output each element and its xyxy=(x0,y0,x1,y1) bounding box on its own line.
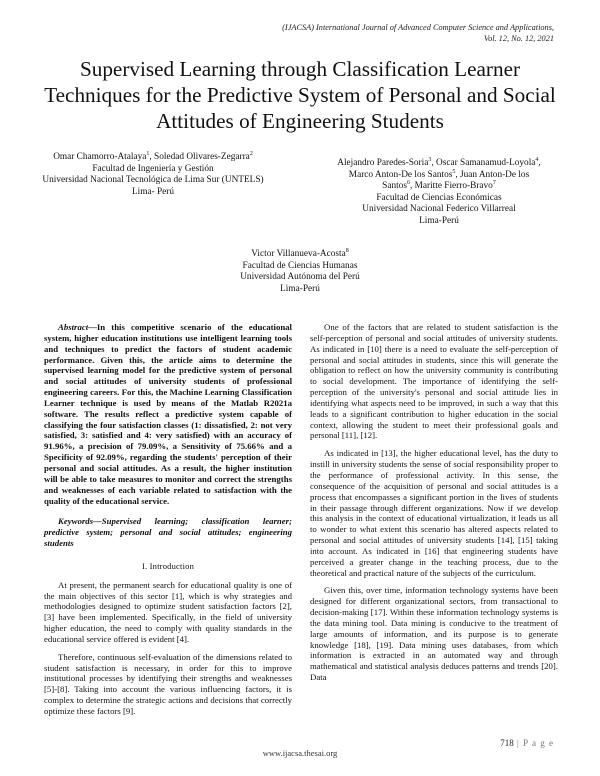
body-paragraph: As indicated in [13], the higher educational level, has the duty to instill in university students the sense of social responsibility proper to the performance of professional activity. In this sense, the consequence of the acquisition of personal and social attitudes is a process that encompasses a significant portion in the lives of students in their passage through different organizations. Now if we develop this analysis in the context of educational virtualization, it leads us all to wonder to what extent this scenario has altered aspects related to personal and social attitudes of university students [14], [15] taking into account. As indicated in [16] that engineering students have perceived a greater change in the teaching process, due to the theoretical and practical nature of the subjects of the curriculum. xyxy=(310,448,558,578)
journal-header-line2: Vol. 12, No. 12, 2021 xyxy=(483,34,554,43)
keywords-label: Keywords xyxy=(58,516,93,527)
affiliation-university-1: Universidad Nacional Tecnológica de Lima Sur (UNTELS) xyxy=(42,175,264,185)
left-column xyxy=(44,322,292,717)
section-heading-introduction: I. Introduction xyxy=(141,560,195,571)
affiliation-location-3: Lima-Perú xyxy=(280,283,320,294)
body-paragraph: One of the factors that are related to student satisfaction is the self-perception of personal and social attitudes of university students. As indicated in [10] there is a need to evaluate the self-perception of personal and social attitudes in students, since this will generate the obligation to reflect on how the university community is contributing to social development. The importance of identifying the self-perception of the university's personal and social attitude lies in identifying what aspects need to be improved, in such a way that this leads to a significant contribution to higher education in the social context, allowing the student to meet their professional goals and personal [11], [12]. xyxy=(310,322,558,441)
page-number: 718 | P a g e xyxy=(500,738,554,748)
journal-header xyxy=(282,22,554,44)
author-names-2a: Alejandro Paredes-Soria$^3$, Oscar Samanamud-Loyola$^4$, xyxy=(337,156,541,168)
footer-url[interactable]: www.ijacsa.thesai.org xyxy=(262,748,338,758)
author-group-2 xyxy=(306,158,572,227)
keywords xyxy=(44,516,292,549)
affiliation-faculty-1: Facultad de Ingeniería y Gestión xyxy=(92,163,214,174)
right-column xyxy=(310,322,558,683)
affiliation-faculty-3: Facultad de Ciencias Humanas xyxy=(242,260,358,271)
affiliation-university-2: Universidad Nacional Federico Villarreal xyxy=(362,204,516,214)
author-group-3 xyxy=(175,249,425,295)
abstract xyxy=(44,322,292,506)
author-names-2c: Santos$^6$, Maritte Fierro-Bravo$^7$ xyxy=(382,179,496,191)
author-names-2b: Marco Anton-De los Santos$^5$, Juan Anton-De los xyxy=(348,168,530,180)
keywords-text: —Supervised learning; classification learner; predictive system; personal and social attitudes; engineering students xyxy=(44,516,292,549)
affiliation-university-3: Universidad Autónoma del Perú xyxy=(240,272,360,282)
affiliation-faculty-2: Facultad de Ciencias Económicas xyxy=(376,192,502,203)
author-names-3: Victor Villanueva-Acosta$^8$ xyxy=(251,247,349,259)
intro-paragraph: At present, the permanent search for educational quality is one of the main objectives of this sector [1], which is why strategies and methodologies designed to optimize student satisfaction factors [2], [3] have been implemented. Specifically, in the field of university higher education, the need to comply with quality standards in the educational service offered is evident [4]. xyxy=(44,579,292,644)
author-group-1 xyxy=(28,152,278,198)
affiliation-location-1: Lima- Perú xyxy=(131,186,175,197)
author-names-1: Omar Chamorro-Atalaya$^1$, Soledad Olivares-Zegarra$^2$ xyxy=(53,150,253,162)
intro-paragraph: Therefore, continuous self-evaluation of the dimensions related to student satisfaction is necessary, in order for this to improve institutional processes by identifying their strengths and weaknesses [5]-[8]. Taking into account the various influencing factors, it is complex to determine the strategic actions and decisions that correctly optimize these factors [9]. xyxy=(44,651,292,716)
abstract-text: —In this competitive scenario of the educational system, higher education institutions use intelligent learning tools and techniques to predict the factors of student academic performance. Given this, the article aims to determine the supervised learning model for the predictive system of personal and social attitudes of university students of professional engineering careers. For this, the Machine Learning Classification Learner technique is used by means of the Matlab R2021a software. The results reflect a predictive system capable of classifying the four satisfaction classes (1: dissatisfied, 2: not very satisfied, 3: satisfied and 4: very satisfied) with an accuracy of 91.96%, a precision of 79.09%, a Sensitivity of 75.66% and a Specificity of 92.09%, regarding the students' perception of their personal and social attitudes. As a result, the higher institution will be able to take measures to monitor and correct the strengths and weaknesses of each variable related to satisfaction with the quality of the educational service. xyxy=(44,322,292,506)
body-paragraph: Given this, over time, information technology systems have been designed for different organizational sectors, from transactional to decision-making [17]. Within these information technology systems is the data mining tool. Data mining is conducive to the treatment of large amounts of information, and its purpose is to generate knowledge [18], [19]. Data mining uses databases, from which information is extracted in an automated way and through mathematical and statistical analysis deduces patterns and trends [20]. Data xyxy=(310,585,558,683)
paper-title: Supervised Learning through Classification Learner Techniques for the Predictive System of Personal and Social Attitudes of Engineering Students xyxy=(44,57,556,133)
affiliation-location-2: Lima-Perú xyxy=(419,215,459,226)
journal-header-line1: (IJACSA) International Journal of Advanced Computer Science and Applications, xyxy=(282,23,554,32)
abstract-label: Abstract xyxy=(58,322,89,332)
